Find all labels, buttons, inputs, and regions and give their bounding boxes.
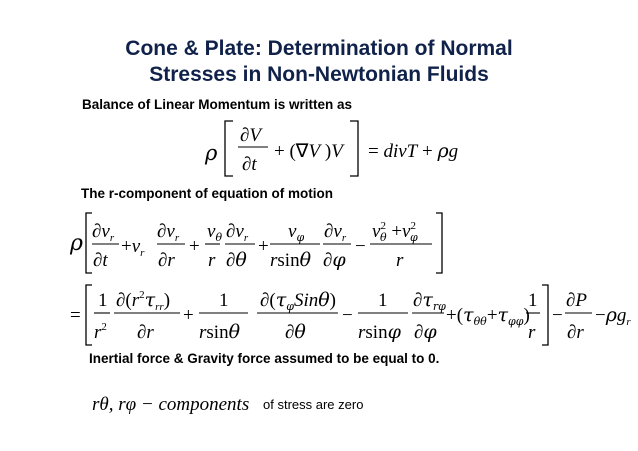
- svg-text:vθ: $v_\theta$: [207, 221, 223, 244]
- components-note: of stress are zero: [263, 397, 364, 412]
- momentum-heading: Balance of Linear Momentum is written as: [82, 97, 353, 112]
- svg-text:1: 1: [378, 290, 388, 311]
- r-component-rhs: [70, 285, 631, 345]
- components-statement: [92, 394, 363, 415]
- r-component-heading: The r-component of equation of motion: [81, 186, 333, 201]
- svg-text:+: +: [258, 236, 269, 257]
- components-math: rθ, rφ − components: [92, 394, 250, 415]
- svg-text:∂t: ∂t: [93, 250, 108, 271]
- momentum-equation: [204, 121, 458, 176]
- svg-text:∂θ: ∂θ: [285, 321, 306, 343]
- svg-text:+vr: $+v_r$: [121, 236, 145, 259]
- svg-text:1: 1: [528, 290, 538, 311]
- svg-text:∂θ: ∂θ: [226, 249, 247, 271]
- svg-text:−ρgr: $-\rho g_r$: [595, 304, 631, 328]
- svg-text:∂φ: ∂φ: [323, 249, 346, 271]
- slide-title-line-1: Cone & Plate: Determination of Normal: [125, 37, 513, 60]
- assumption-heading: Inertial force & Gravity force assumed to be equal to 0.: [89, 351, 440, 366]
- svg-text:1: 1: [98, 290, 108, 311]
- svg-text:=: =: [70, 305, 81, 326]
- svg-text:r: r: [528, 322, 536, 343]
- svg-text:1: 1: [219, 290, 229, 311]
- svg-text:rsinφ: rsinφ: [358, 321, 401, 343]
- svg-text:rsinθ: rsinθ: [270, 249, 312, 271]
- svg-text:−: −: [552, 305, 563, 326]
- svg-text:r2: $r^2$: [94, 321, 107, 343]
- svg-text:vφ: $v_\varphi$: [288, 221, 305, 244]
- svg-text:+: +: [183, 305, 194, 326]
- r-component-lhs: [69, 213, 442, 273]
- svg-text:−: −: [342, 305, 353, 326]
- svg-text:∂τrφ: $\partial\tau_{r\varphi}$: [413, 289, 446, 313]
- svg-text:= divT + ρg: = divT + ρg: [368, 140, 459, 162]
- slide-title-line-2: Stresses in Non-Newtonian Fluids: [149, 63, 489, 86]
- svg-text:ρ: ρ: [70, 231, 83, 256]
- svg-text:v2θ +v2φ: $v^2$ $\theta +v^2$ φ: [372, 220, 418, 244]
- svg-text:∂t: ∂t: [242, 154, 257, 175]
- svg-text:∂r: ∂r: [567, 322, 584, 343]
- svg-text:∂r: ∂r: [137, 322, 154, 343]
- svg-text:+ (∇V )V: + (∇V )V: [274, 141, 343, 162]
- svg-text:∂P: ∂P: [566, 290, 587, 311]
- svg-text:∂vr: $\partial v_r$: [324, 221, 347, 244]
- svg-text:∂(τφSinθ): $\partial(\tau_\varphi Sin\theta)$: [260, 289, 336, 313]
- svg-text:rsinθ: rsinθ: [199, 321, 241, 343]
- svg-text:∂φ: ∂φ: [414, 321, 437, 343]
- svg-text:∂V: ∂V: [240, 125, 261, 146]
- svg-text:∂vr: $\partial v_r$: [226, 221, 249, 244]
- svg-text:ρ: ρ: [205, 141, 218, 165]
- svg-text:−: −: [355, 236, 366, 257]
- svg-text:∂vr: $\partial v_r$: [92, 221, 115, 244]
- svg-text:+: +: [189, 236, 200, 257]
- svg-text:r: r: [396, 250, 404, 271]
- svg-text:+(τθθ+τφφ): $+(\tau_{\theta\theta}+\tau_{\varphi\varphi})$: [446, 304, 530, 328]
- svg-text:r: r: [208, 250, 216, 271]
- svg-text:∂vr: $\partial v_r$: [157, 221, 180, 244]
- svg-text:∂(r2τrr): $\partial(r^2\tau_{rr})$: [116, 289, 171, 313]
- svg-text:∂r: ∂r: [158, 250, 175, 271]
